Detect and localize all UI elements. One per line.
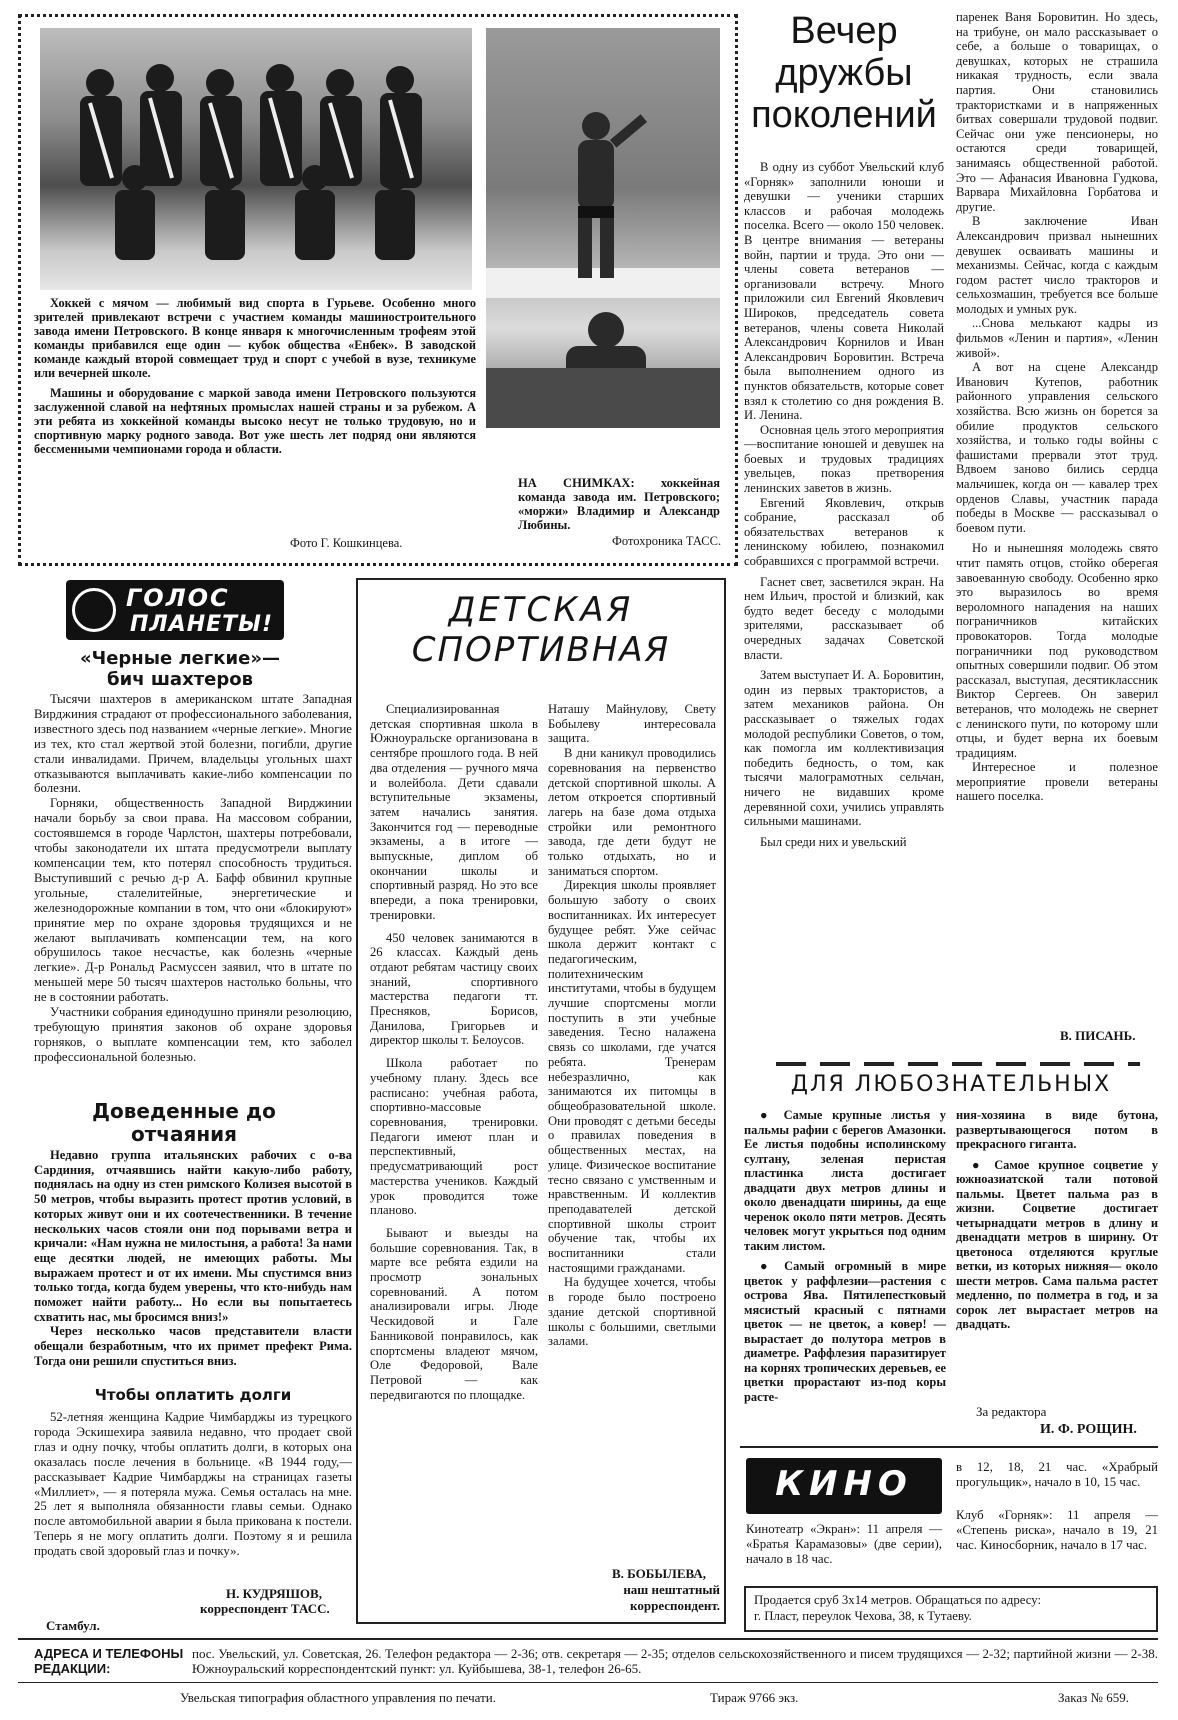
footer-top-rule (18, 1638, 1158, 1640)
detskaya-signature-role: наш нештатный корреспондент. (623, 1582, 720, 1613)
vecher-c1-p5: Затем выступает И. А. Боровитин, один из первых трактористов, а затем механиков района. Он рассказывает о тяжелых годах молодой республики Советов, о том, как помогла им коллективизация победить бедность, о том, как тысячи малограмотных сельчан, ничего не видавших кроме деревянной сохи, учились управлять сильными машинами. (744, 668, 944, 829)
detskaya-c2-p1: Наташу Майнулову, Свету Бобылеву интересовала защита. (548, 702, 716, 746)
vecher-signature: В. ПИСАНЬ. (1060, 1028, 1136, 1043)
dlya-c2-p1: ния-хозяина в виде бутона, развертывающегося потом в прекрасного гиганта. (956, 1108, 1158, 1151)
dlya-col2 (956, 1108, 1158, 1332)
vecher-c1-p1: В одну из суббот Увельский клуб «Горняк» заполнили юноши и девушки — ученики старших классов и рабочая молодежь поселка. Всего — около 150 человек. В центре внимания — ветераны войн, партии и труда. Это они — члены совета ветеранов — организовали встречу. Много приложили сил Евгений Яковлевич Широков, председатель совета ветеранов, члены совета Николай Александрович Корнилов и Иван Александрович Боровитин. Встреча была выполнением одного из пунктов обязательств, которые совет взял к столетию со дня рождения В. И. Ленина. (744, 160, 944, 423)
caption-second: Машины и оборудование с маркой завода имени Петровского пользуются заслуженной славой на нефтяных промыслах нашей страны и за рубежом. А эти ребята из хоккейной команды высоко несут не только трудовую, но и спортивную марку родного завода. Вот уже шесть лет подряд они являются бессменными чемпионами города и области. (34, 386, 476, 456)
vecher-c1-p4: Гаснет свет, засветился экран. На нем Ильич, простой и близкий, как будто ведет беседу с молодыми зрителями, рассказывает об очередных задачах Советской власти. (744, 574, 944, 662)
vecher-c2-p4: А вот на сцене Александр Иванович Кутепов, работник районного управления сельского хозяйства. Всю жизнь он борется за обилие продуктов сельского хозяйства, и только годы войны с фашистами прервали этот труд. Вдвоем заново бились сердца мальчишек, когда он — кавалер трех орденов Славы, участник парада победы в Москве — рассказывал о боевом пути. (956, 360, 1158, 535)
golos-a1-p2: Горняки, общественность Западной Вирджинии начали борьбу за свои права. На массовом собрании, состоявшемся в городе Чарлстон, шахтеры потребовали, чтобы законодатели их штата предусмотрели выплату компенсации тем, кто потерял способность трудиться. Выступивший с речью д-р А. Бафф обвинил крупные угольные, сталелитейные, энергетические и железнодорожные компании в том, что они «блокируют» принятие мер по охране здоровья трудящихся и не желают выплачивать компенсации тем, на кого обрушилось такое несчастье, как болезнь «черные легкие». Д-р Рональд Расмуссен заявил, что в штате по меньшей мере 50 тысяч шахтеров настолько больны, что не в состоянии работать. (34, 796, 352, 1005)
kino-left: Кинотеатр «Экран»: 11 апреля — «Братья Карамазовы» (две серии), начало в 18 час. (746, 1522, 942, 1566)
sale-ad (744, 1586, 1158, 1632)
footer-bottom-rule (18, 1682, 1158, 1683)
detskaya-col1 (370, 702, 538, 1402)
detskaya-col2 (548, 702, 716, 1349)
dlya-bottom-rule (740, 1446, 1158, 1448)
vecher-c2-p6: Интересное и полезное мероприятие провели ветераны нашего поселка. (956, 760, 1158, 804)
golos-signature-role: корреспондент ТАСС. (200, 1601, 330, 1616)
hockey-team-figures (40, 28, 472, 290)
dlya-editor-name: И. Ф. РОЩИН. (1040, 1422, 1137, 1437)
vecher-col1 (744, 160, 944, 849)
golos-h1: «Черные легкие»— бич шахтеров (80, 648, 280, 690)
photo-credit-right: Фотохроника ТАСС. (612, 534, 722, 548)
vecher-title-text: Вечер дружбы поколений (751, 10, 937, 136)
footer-label: АДРЕСА И ТЕЛЕФОНЫ РЕДАКЦИИ: (34, 1646, 184, 1676)
swimmers-figures (486, 28, 720, 428)
kino-right1: в 12, 18, 21 час. «Храбрый прогульщик», начало в 10, 15 час. (956, 1460, 1158, 1489)
walruses-photo (486, 28, 720, 428)
golos-a3-p1: 52-летняя женщина Кадрие Чимбарджы из турецкого города Эскишехира заявила недавно, что продает свой глаз и одну почку, чтобы оплатить долги, в которых она оказалась после лечения в больнице. «В 1944 году,— рассказывает Кадрие Чимбарджы на страницах газеты «Миллиет», — я потеряла мужа. Семья осталась на мне. 25 лет я выполняла обязанности главы семьи. Однако после автомобильной аварии я была прикована к постели. Теперь я не могу оплатить долги. Поэтому я и решила продать свой здоровый глаз и почку». (34, 1410, 352, 1559)
golos-a2-p1: Недавно группа итальянских рабочих с о-ва Сардиния, отчаявшись найти какую-либо работу, поднялась на одну из стен римского Колизея высотой в 50 метров, чтобы выразить протест против условий, в которых живут они и их соотечественники. В течение нескольких часов стояли они под порывами ветра и кричали: «Нам нужна не милостыня, а работа! За нами еще десятки людей, не имеющих работы. Мы выражаем протест и от их имени. Мы спустимся вниз только тогда, когда будем уверены, что кто-нибудь нам поможет найти работу... Но если вы попытаетесь схватить нас, мы бросимся вниз!» (34, 1148, 352, 1324)
detskaya-title-2: СПОРТИВНАЯ (411, 630, 671, 670)
vecher-c1-p2: Основная цель этого мероприятия—воспитание юношей и девушек на боевых и трудовых традициях увельцев, показ претворения ленинских заветов в жизнь. (744, 422, 944, 496)
golos-signature: Н. КУДРЯШОВ, (226, 1586, 322, 1601)
detskaya-c2-p3: Дирекция школы проявляет большую заботу о своих воспитанниках. Их интересует будущее ребят. Уже сейчас школа держит контакт с педагогическим, политехническим институтами, чтобы в будущем лучшие спортсмены могли поступить в эти учебные заведения. Тесно налажена связь со школами, где учатся ребята. Тренерам небезразлично, как занимаются их питомцы в общеобразовательной школе. Они проводят с детьми беседы о правилах поведения в общественных местах, на улице. Физическое воспитание тесно связано с умственным и нравственным. И коллектив преподавателей детской спортивной школы строит обучение так, чтобы их воспитанники стали настоящими гражданами. (548, 878, 716, 1275)
golos-h2: Доведенные до отчаяния (92, 1099, 276, 1146)
kino-banner (746, 1458, 942, 1514)
footer-text: пос. Увельский, ул. Советская, 26. Телефон редактора — 2-36; отв. секретаря — 2-35; отделов сельскохозяйственного и писем трудящихся — 2-32; партийной жизни — 2-38. Южноуральский корреспондентский пункт: ул. Куйбышева, 38-1, телефон 26-65. (192, 1646, 1158, 1676)
golos-a1 (34, 692, 352, 1065)
detskaya-c1-p4: Бывают и выезды на большие соревнования. Так, в марте все ребята ездили на просмотр зональных соревнований. А потом анализировали игры. Люде Ческидовой и Гале Банниковой понравилось, как спортсмены владеют мячом, Оле Федоровой, Вале Петровой — как передвигаются по площадке. (370, 1225, 538, 1402)
dlya-col1 (744, 1108, 946, 1404)
footer-print-right: Заказ № 659. (1058, 1690, 1129, 1705)
sale-ad-line1: Продается сруб 3х14 метров. Обращаться по адресу: (754, 1593, 1042, 1607)
footer-print-mid: Тираж 9766 экз. (710, 1690, 799, 1705)
golos-banner-line1: ГОЛОС (126, 584, 230, 612)
golos-a1-p1: Тысячи шахтеров в американском штате Западная Вирджиния страдают от профессионального заболевания, известного здесь под названием «черные легкие». Многие из тех, кто стал жертвой этой болезни, погибли, другие стали инвалидами. Причем, владельцы угольных шахт отказываются выплачивать какие-либо компенсации по болезни. (34, 692, 352, 796)
golos-city: Стамбул. (46, 1618, 100, 1633)
dlya-c1-p2: ● Самый огромный в мире цветок у раффлезии—растения с острова Ява. Пятилепестковый мясистый красный с пятнами цветок — не цветок, а ковер! — вырастает до полутора метров в диаметре. Раффлезия паразитирует на корнях тропических деревьев, ее цветки прорастают из-под коры расте- (744, 1259, 946, 1404)
vecher-col2 (956, 10, 1158, 804)
vecher-c2-p3: ...Снова мелькают кадры из фильмов «Ленин и партия», «Ленин живой». (956, 316, 1158, 360)
golos-a1-p3: Участники собрания единодушно приняли резолюцию, требующую принятия законов об охране здоровья горняков, о выплате компенсации тем, кто заболел профессиональной болезнью. (34, 1005, 352, 1064)
dlya-editor-label: За редактора (976, 1404, 1047, 1419)
golos-h3: Чтобы оплатить долги (94, 1386, 292, 1404)
golos-banner (66, 580, 284, 640)
dlya-title: ДЛЯ ЛЮБОЗНАТЕЛЬНЫХ (790, 1072, 1112, 1097)
detskaya-c1-p1: Специализированная детская спортивная школа в Южноуральске организована в сентябре прошлого года. В ней два отделения — ручного мяча и волейбола. Дети сдавали вступительные экзамены, затем начались занятия. Закончится год — переводные экзамены, а в итоге — выпускные, диплом об окончании школы и спортивный разряд. Но это все впереди, а пока тренировки, тренировки. (370, 702, 538, 922)
caption-main: Хоккей с мячом — любимый вид спорта в Гурьеве. Особенно много зрителей привлекают встречи с участием команды машиностроительного завода имени Петровского. В конце января к многочисленным трофеям этой команды прибавился еще один — кубок общества «Енбек». В заводской команде каждый второй совмещает труд и спорт с учебой в вузе, техникуме или вечерней школе. (34, 296, 476, 380)
vecher-c2-p2: В заключение Иван Александрович призвал нынешних девушек осваивать машины и механизмы. Сейчас, когда с каждым годом растет число тракторов и сельхозмашин, требуется все больше молодых и умных рук. (956, 214, 1158, 316)
photo-caption (34, 296, 476, 456)
kino-right2: Клуб «Горняк»: 11 апреля — «Степень риска», начало в 19, 21 час. Киносборник, начало в 17 час. (956, 1508, 1158, 1552)
vecher-c2-p5: Но и нынешняя молодежь свято чтит память отцов, стойко оберегая завоеванную свободу. Особенно ярко это выразилось во время вероломного нападения на наших пограничников китайских провокаторов. Тогда молодые пограничники под руководством опытных совершили подвиг. Об этом рассказал, выступая, десятиклассник Виктор Сергеев. Он заверил ветеранов, что молодежь не свернет с ленинского пути, по которому шли отцы, и будет верна их боевым традициям. (956, 541, 1158, 760)
dlya-c2-p2: ● Самое крупное соцветие у южноазиатской тали потовой пальмы. Цветет пальма раз в жизни. Соцветие достигает четырнадцати метров в длину и двенадцати метров в ширину. От цветоноса отделяются круглые ветки, из которых нижняя— около шести метров. Сама пальма растет медленно, по полметра в год, и за сорок лет вырастает метров на двадцать. (956, 1157, 1158, 1331)
golos-a3 (34, 1410, 352, 1559)
vecher-c2-p1: паренек Ваня Боровитин. Но здесь, на трибуне, он мало рассказывает о себе, а больше о товарищах, о девушках, которых не страшила никакая трудность, если звала партия. Они становились трактористками и в напряженных битвах совершали трудовой подвиг. Сейчас они уже пенсионеры, но остаются среди товарищей, занимаясь общественной работой. Это — Афанасия Ивановна Гудкова, Варвара Михайловна Горбатова и другие. (956, 10, 1158, 214)
detskaya-c2-p2: В дни каникул проводились соревнования на первенство детской спортивной школы. А летом откроется спортивный лагерь на базе дома отдыха стройки или ремонтного завода, где дети будут не только отдыхать, но и заниматься спортом. (548, 746, 716, 878)
golos-a2 (34, 1148, 352, 1369)
globe-icon (72, 588, 116, 632)
detskaya-c2-p4: На будущее хочется, чтобы в городе было построено здание детской спортивной школы с большими, светлыми залами. (548, 1275, 716, 1349)
dlya-c1-p1: ● Самые крупные листья у пальмы рафии с берегов Амазонки. Ее листья подобны исполинскому султану, зеленая перистая пластинка листа достигает двадцати двух метров длины и около двенадцати ширины, да еще черенок около пяти метров. Десять человек могут укрыться под одним таким листом. (744, 1108, 946, 1253)
detskaya-signature: В. БОБЫЛЕВА, (612, 1566, 706, 1581)
photo-credit-left: Фото Г. Кошкинцева. (290, 536, 403, 550)
hockey-team-photo (40, 28, 472, 290)
detskaya-c1-p2: 450 человек занимаются в 26 классах. Каждый день отдают ребятам частицу своих знаний, спортивного мастерства педагоги тт. Пресняков, Борисов, Данилова, Григорьев и директор школы т. Белоусов. (370, 930, 538, 1048)
dlya-dash-rule (776, 1062, 1140, 1066)
kino-banner-text: КИНО (775, 1464, 913, 1504)
golos-a2-p2: Через несколько часов представители власти обещали безработным, что их примет префект Рима. Тогда они решили спуститься вниз. (34, 1324, 352, 1368)
sale-ad-line2: г. Пласт, переулок Чехова, 38, к Тутаеву. (754, 1609, 972, 1623)
vecher-title (744, 10, 944, 136)
detskaya-title (366, 590, 716, 670)
golos-banner-line2: ПЛАНЕТЫ! (130, 612, 273, 637)
detskaya-title-1: ДЕТСКАЯ (448, 590, 634, 630)
vecher-c1-p6: Был среди них и увельский (760, 834, 907, 849)
photo-snimkah: НА СНИМКАХ: хоккейная команда завода им. Петровского; «моржи» Владимир и Александр Любины. (518, 476, 720, 532)
vecher-c1-p3: Евгений Яковлевич, открыв собрание, рассказал об обязательствах ветеранов к ленинскому юбилею, познакомил собравшихся с программой встречи. (744, 495, 944, 569)
footer-print-left: Увельская типография областного управления по печати. (180, 1690, 496, 1705)
detskaya-c1-p3: Школа работает по учебному плану. Здесь все расписано: учебная работа, спортивно-массовые соревнования, тренировки. Педагоги имеют план и перспективный, предусматривающий рост мастерства учеников. Каждый урок проводится тоже планово. (370, 1056, 538, 1218)
